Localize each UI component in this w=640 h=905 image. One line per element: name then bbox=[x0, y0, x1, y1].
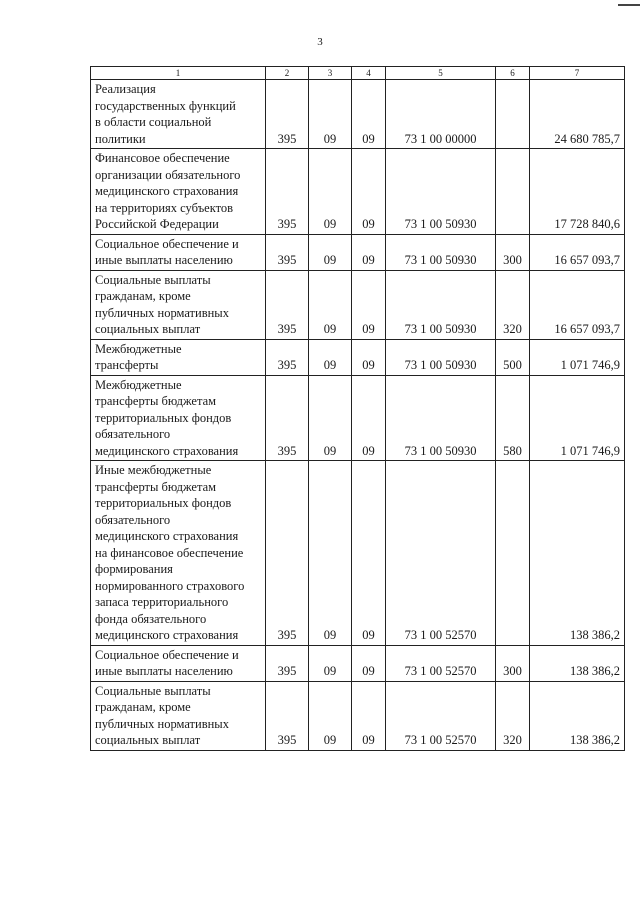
page-number: 3 bbox=[317, 36, 323, 48]
row-name-cell bbox=[91, 645, 266, 681]
row-name-line: на финансовое обеспечение bbox=[95, 545, 244, 560]
budget-table bbox=[90, 66, 625, 751]
section-code-cell: 09 bbox=[309, 645, 352, 681]
amount-cell: 138 386,2 bbox=[530, 681, 625, 750]
table-row bbox=[91, 375, 625, 461]
row-name-line: гражданам, кроме bbox=[95, 700, 191, 714]
section-code-cell: 09 bbox=[309, 80, 352, 149]
section-code-cell: 09 bbox=[309, 149, 352, 235]
row-name-line: территориальных фондов bbox=[95, 496, 232, 510]
row-name-line: гражданам, кроме bbox=[95, 289, 191, 303]
row-name-cell bbox=[91, 149, 266, 235]
amount-cell: 1 071 746,9 bbox=[530, 339, 625, 375]
row-name-line: иные выплаты населению bbox=[95, 664, 233, 678]
admin-code-cell: 395 bbox=[266, 270, 309, 339]
row-name-line: Российской Федерации bbox=[95, 217, 219, 231]
table-row bbox=[91, 234, 625, 270]
subsection-code-cell: 09 bbox=[352, 270, 386, 339]
target-article-cell: 73 1 00 52570 bbox=[386, 461, 496, 646]
row-name-line: нормированного страхового bbox=[95, 578, 245, 593]
row-name-line: социальных выплат bbox=[95, 733, 201, 747]
table-row bbox=[91, 270, 625, 339]
header-cell-5: 5 bbox=[386, 67, 496, 80]
target-article-cell: 73 1 00 50930 bbox=[386, 270, 496, 339]
row-name-line: организации обязательного bbox=[95, 167, 241, 182]
amount-cell: 24 680 785,7 bbox=[530, 80, 625, 149]
row-name-line: Социальное обеспечение и bbox=[95, 236, 239, 251]
admin-code-cell: 395 bbox=[266, 461, 309, 646]
row-name-cell bbox=[91, 270, 266, 339]
row-name-line: запаса территориального bbox=[95, 595, 229, 609]
header-cell-2: 2 bbox=[266, 67, 309, 80]
row-name-line: Социальное обеспечение и bbox=[95, 647, 239, 662]
subsection-code-cell: 09 bbox=[352, 681, 386, 750]
table-row bbox=[91, 461, 625, 646]
row-name-line: в области социальной bbox=[95, 115, 212, 129]
expense-type-cell: 300 bbox=[496, 645, 530, 681]
row-name-cell bbox=[91, 339, 266, 375]
table-row bbox=[91, 80, 625, 149]
expense-type-cell bbox=[496, 149, 530, 235]
subsection-code-cell: 09 bbox=[352, 234, 386, 270]
expense-type-cell bbox=[496, 80, 530, 149]
row-name-line: Социальные выплаты bbox=[95, 683, 211, 698]
row-name-line: медицинского страхования bbox=[95, 443, 239, 458]
budget-table-body bbox=[91, 67, 625, 751]
row-name-line: формирования bbox=[95, 562, 173, 576]
expense-type-cell: 320 bbox=[496, 270, 530, 339]
row-name-line: на территориях субъектов bbox=[95, 200, 234, 215]
admin-code-cell: 395 bbox=[266, 645, 309, 681]
admin-code-cell: 395 bbox=[266, 80, 309, 149]
row-name-line: политики bbox=[95, 131, 146, 146]
row-name-line: публичных нормативных bbox=[95, 716, 229, 731]
target-article-cell: 73 1 00 50930 bbox=[386, 339, 496, 375]
row-name-cell bbox=[91, 461, 266, 646]
table-row bbox=[91, 339, 625, 375]
expense-type-cell: 500 bbox=[496, 339, 530, 375]
section-code-cell: 09 bbox=[309, 461, 352, 646]
header-cell-7: 7 bbox=[530, 67, 625, 80]
row-name-line: трансферты бюджетам bbox=[95, 394, 217, 408]
row-name-cell bbox=[91, 234, 266, 270]
row-name-cell bbox=[91, 80, 266, 149]
target-article-cell: 73 1 00 52570 bbox=[386, 645, 496, 681]
expense-type-cell: 580 bbox=[496, 375, 530, 461]
row-name-line: медицинского страхования bbox=[95, 529, 239, 543]
row-name-line: обязательного bbox=[95, 427, 171, 441]
header-cell-1: 1 bbox=[91, 67, 266, 80]
row-name-line: Финансовое обеспечение bbox=[95, 151, 230, 165]
row-name-line: территориальных фондов bbox=[95, 410, 232, 425]
section-code-cell: 09 bbox=[309, 270, 352, 339]
admin-code-cell: 395 bbox=[266, 149, 309, 235]
target-article-cell: 73 1 00 00000 bbox=[386, 80, 496, 149]
subsection-code-cell: 09 bbox=[352, 149, 386, 235]
row-name-line: социальных выплат bbox=[95, 322, 201, 336]
target-article-cell: 73 1 00 50930 bbox=[386, 375, 496, 461]
amount-cell: 138 386,2 bbox=[530, 645, 625, 681]
row-name-line: медицинского страхования bbox=[95, 628, 239, 642]
row-name-line: обязательного bbox=[95, 512, 171, 527]
row-name-line: Межбюджетные bbox=[95, 377, 182, 392]
section-code-cell: 09 bbox=[309, 234, 352, 270]
row-name-line: публичных нормативных bbox=[95, 305, 229, 320]
section-code-cell: 09 bbox=[309, 339, 352, 375]
header-cell-6: 6 bbox=[496, 67, 530, 80]
corner-scan-mark bbox=[618, 4, 640, 6]
expense-type-cell: 320 bbox=[496, 681, 530, 750]
subsection-code-cell: 09 bbox=[352, 80, 386, 149]
target-article-cell: 73 1 00 50930 bbox=[386, 234, 496, 270]
row-name-line: Социальные выплаты bbox=[95, 272, 211, 287]
row-name-line: иные выплаты населению bbox=[95, 253, 233, 267]
admin-code-cell: 395 bbox=[266, 681, 309, 750]
row-name-cell bbox=[91, 681, 266, 750]
table-header-row bbox=[91, 67, 625, 80]
admin-code-cell: 395 bbox=[266, 375, 309, 461]
row-name-line: Иные межбюджетные bbox=[95, 463, 212, 477]
subsection-code-cell: 09 bbox=[352, 461, 386, 646]
amount-cell: 17 728 840,6 bbox=[530, 149, 625, 235]
subsection-code-cell: 09 bbox=[352, 339, 386, 375]
expense-type-cell bbox=[496, 461, 530, 646]
subsection-code-cell: 09 bbox=[352, 375, 386, 461]
row-name-line: трансферты бюджетам bbox=[95, 479, 217, 494]
admin-code-cell: 395 bbox=[266, 234, 309, 270]
admin-code-cell: 395 bbox=[266, 339, 309, 375]
amount-cell: 16 657 093,7 bbox=[530, 234, 625, 270]
row-name-line: трансферты bbox=[95, 358, 159, 372]
row-name-line: фонда обязательного bbox=[95, 611, 207, 626]
row-name-cell bbox=[91, 375, 266, 461]
target-article-cell: 73 1 00 52570 bbox=[386, 681, 496, 750]
section-code-cell: 09 bbox=[309, 681, 352, 750]
table-row bbox=[91, 149, 625, 235]
amount-cell: 138 386,2 bbox=[530, 461, 625, 646]
table-row bbox=[91, 681, 625, 750]
header-cell-3: 3 bbox=[309, 67, 352, 80]
table-row bbox=[91, 645, 625, 681]
section-code-cell: 09 bbox=[309, 375, 352, 461]
row-name-line: медицинского страхования bbox=[95, 184, 239, 198]
row-name-line: Межбюджетные bbox=[95, 341, 182, 356]
amount-cell: 1 071 746,9 bbox=[530, 375, 625, 461]
amount-cell: 16 657 093,7 bbox=[530, 270, 625, 339]
row-name-line: государственных функций bbox=[95, 98, 236, 113]
expense-type-cell: 300 bbox=[496, 234, 530, 270]
target-article-cell: 73 1 00 50930 bbox=[386, 149, 496, 235]
row-name-line: Реализация bbox=[95, 82, 156, 96]
header-cell-4: 4 bbox=[352, 67, 386, 80]
subsection-code-cell: 09 bbox=[352, 645, 386, 681]
